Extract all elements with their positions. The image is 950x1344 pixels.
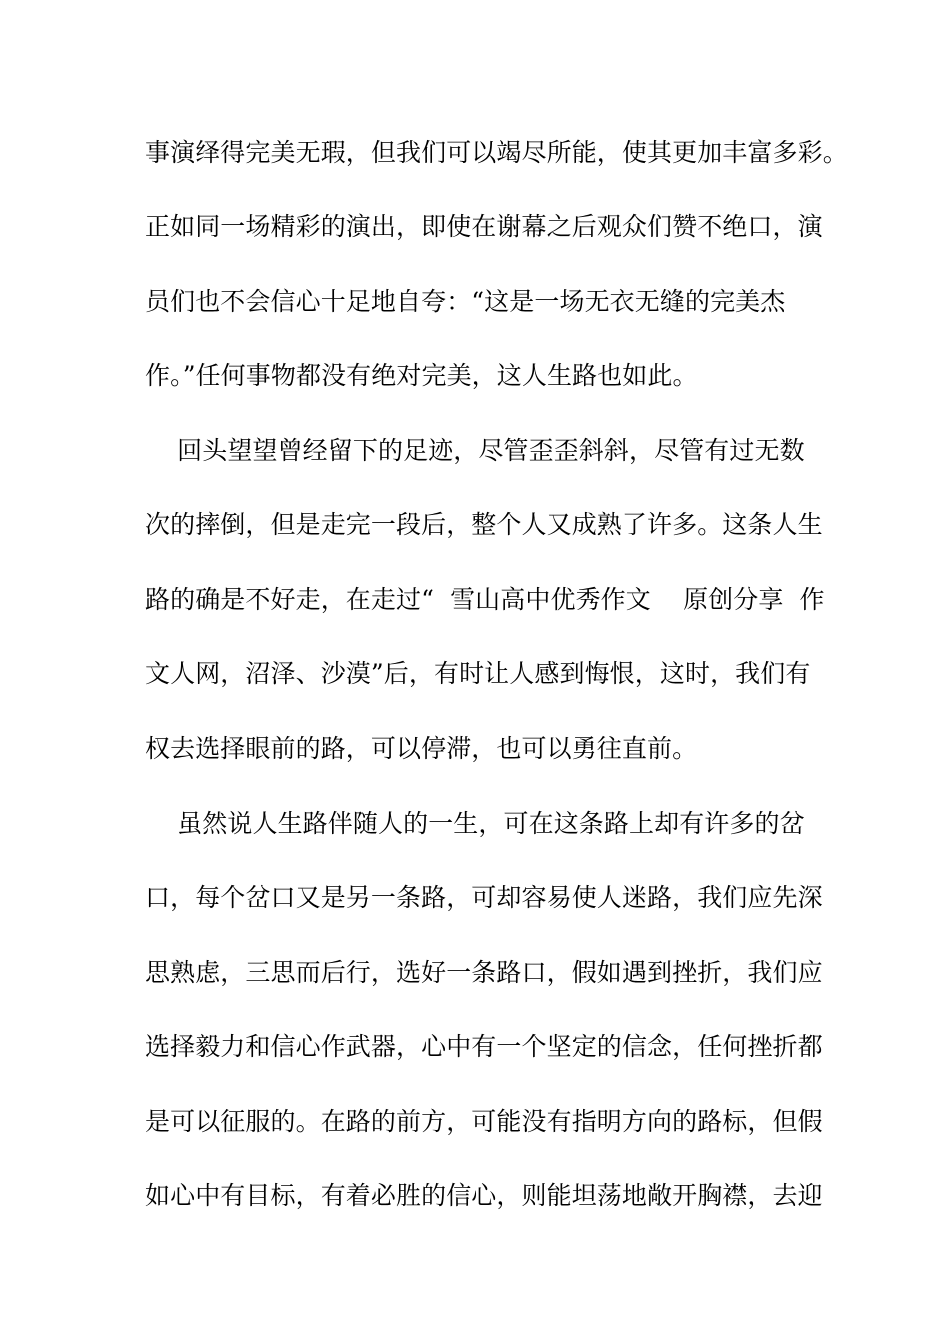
text-line: 虽然说人生路伴随人的一生，可在这条路上却有许多的岔 bbox=[145, 809, 805, 838]
text-line: 口，每个岔口又是另一条路，可却容易使人迷路，我们应先深 bbox=[145, 883, 823, 912]
text-line: 路的确是不好走，在走过“ 雪山高中优秀作文 原创分享 作 bbox=[145, 585, 825, 614]
text-line: 权去选择眼前的路，可以停滞，也可以勇往直前。 bbox=[145, 734, 698, 763]
text-line: 回头望望曾经留下的足迹，尽管歪歪斜斜，尽管有过无数 bbox=[145, 436, 805, 465]
text-line: 思熟虑，三思而后行，选好一条路口，假如遇到挫折，我们应 bbox=[145, 958, 823, 987]
text-line: 是可以征服的。在路的前方，可能没有指明方向的路标，但假 bbox=[145, 1107, 823, 1136]
text-line: 正如同一场精彩的演出，即使在谢幕之后观众们赞不绝口，演 bbox=[145, 212, 823, 241]
text-line: 次的摔倒，但是走完一段后，整个人又成熟了许多。这条人生 bbox=[145, 510, 823, 539]
text-line: 作。”任何事物都没有绝对完美，这人生路也如此。 bbox=[145, 361, 698, 390]
text-line: 员们也不会信心十足地自夸：“这是一场无衣无缝的完美杰 bbox=[145, 287, 786, 316]
text-line: 事演绎得完美无瑕，但我们可以竭尽所能，使其更加丰富多彩。 bbox=[145, 138, 848, 167]
text-line: 文人网，沼泽、沙漠”后，有时让人感到悔恨，这时，我们有 bbox=[145, 659, 811, 688]
text-line: 如心中有目标，有着必胜的信心，则能坦荡地敞开胸襟，去迎 bbox=[145, 1181, 823, 1210]
text-line: 选择毅力和信心作武器，心中有一个坚定的信念，任何挫折都 bbox=[145, 1032, 823, 1061]
